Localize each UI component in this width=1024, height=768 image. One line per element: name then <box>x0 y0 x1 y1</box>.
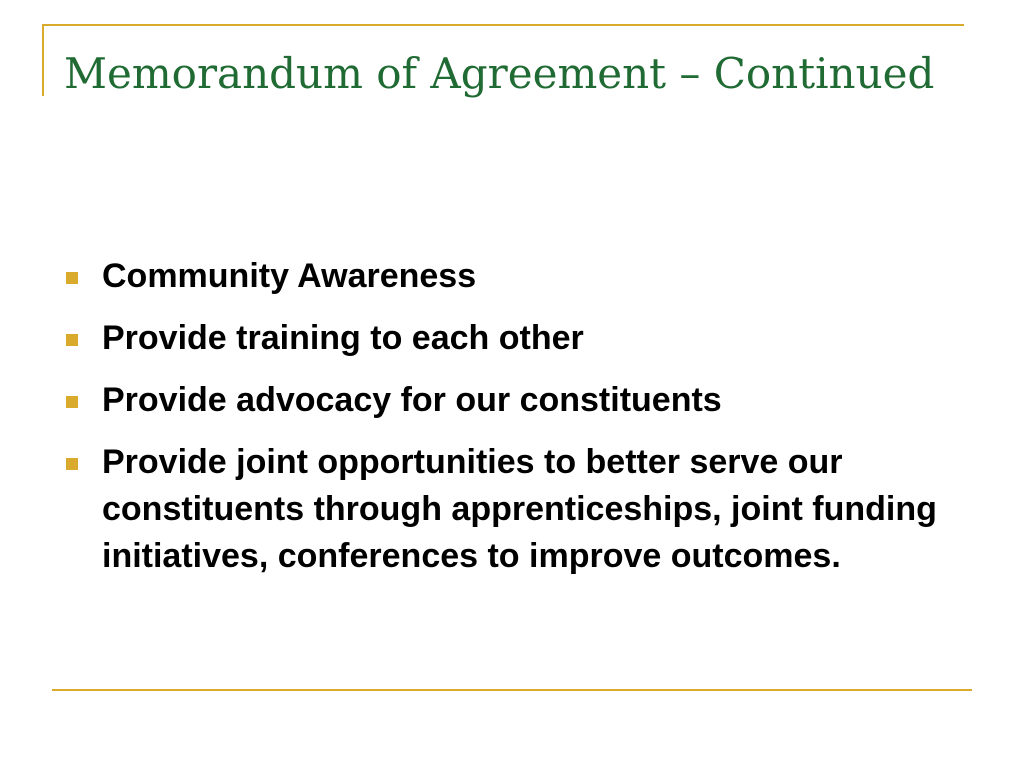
bullet-text: Provide joint opportunities to better serve our constituents through apprenticeships, joint funding initiatives, conferences to improve outcomes. <box>102 443 937 575</box>
bullet-item-advocacy <box>64 377 974 424</box>
bullet-item-community-awareness <box>64 253 974 300</box>
bullet-text: Community Awareness <box>102 257 477 295</box>
bullet-list <box>64 253 974 595</box>
bullet-item-training <box>64 315 974 362</box>
top-rule <box>42 24 964 26</box>
square-bullet-icon <box>66 396 78 408</box>
bullet-item-joint-opportunities <box>64 439 974 580</box>
square-bullet-icon <box>66 458 78 470</box>
square-bullet-icon <box>66 272 78 284</box>
slide-title: Memorandum of Agreement – Continued <box>64 49 935 98</box>
bullet-text: Provide training to each other <box>102 319 584 357</box>
bottom-rule <box>52 689 972 691</box>
square-bullet-icon <box>66 334 78 346</box>
left-rule <box>42 24 44 96</box>
bullet-text: Provide advocacy for our constituents <box>102 381 722 419</box>
